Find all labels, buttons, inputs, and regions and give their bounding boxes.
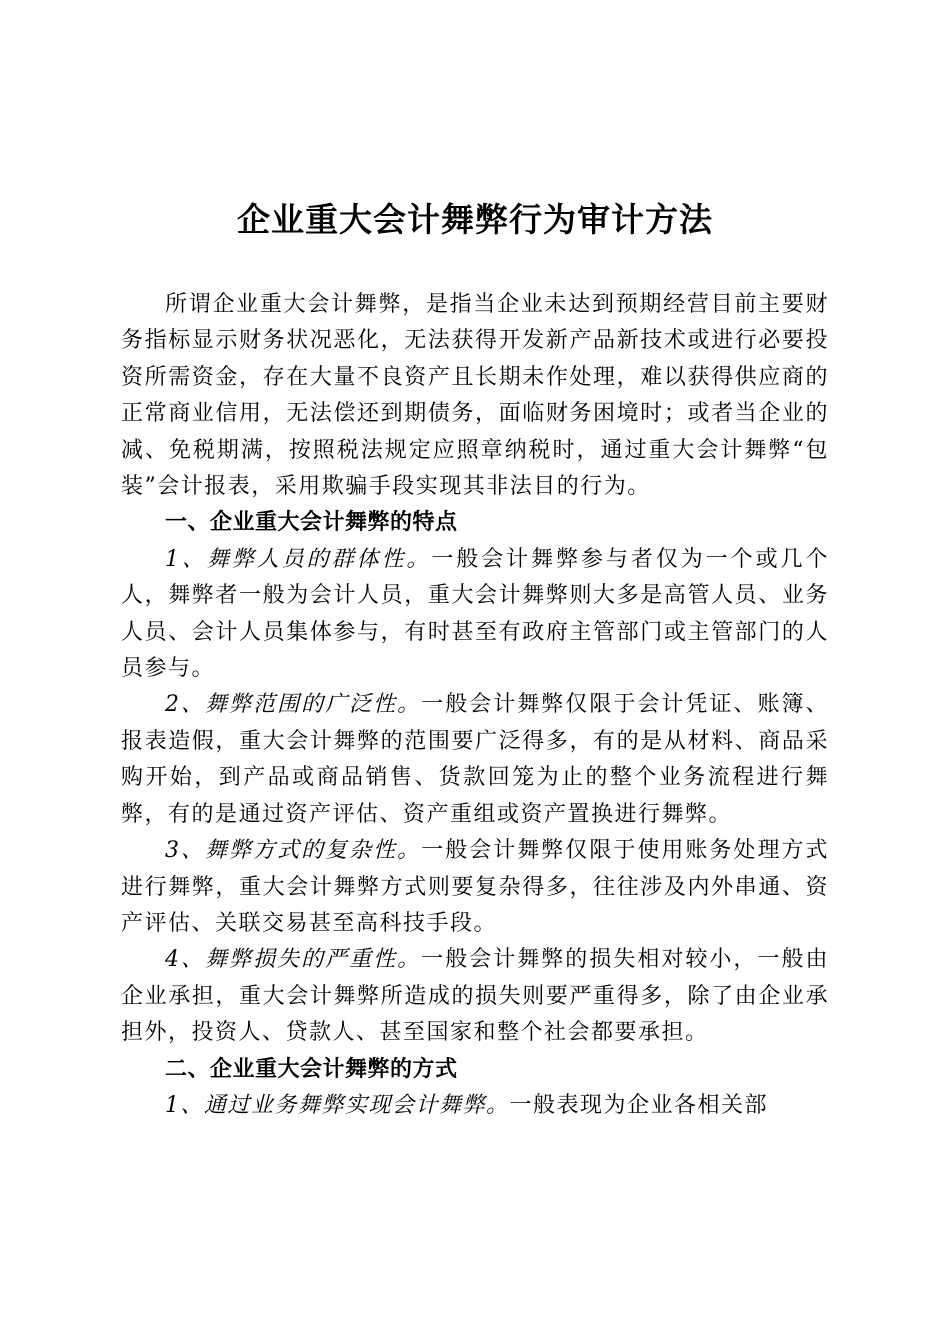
section-heading: 一、企业重大会计舞弊的特点	[165, 510, 458, 536]
paragraph	[121, 1088, 829, 1124]
paragraph-text: 一般会计舞弊仅限于使用账务处理方式进行舞弊，重大会计舞弊方式则要复杂得多，往往涉及内外串通、资产评估、关联交易甚至高科技手段。	[121, 838, 829, 936]
intro-paragraph: 所谓企业重大会计舞弊，是指当企业未达到预期经营目前主要财务指标显示财务状况恶化，无法获得开发新产品新技术或进行必要投资所需资金，存在大量不良资产且长期未作处理，难以获得供应商的正常商业信用，无法偿还到期债务，面临财务困境时；或者当企业的减、免税期满，按照税法规定应照章纳税时，通过重大会计舞弊“包装”会计报表，采用欺骗手段实现其非法目的行为。	[121, 292, 829, 500]
paragraph-lead: 4、舞弊损失的严重性。	[165, 947, 422, 973]
section-heading: 二、企业重大会计舞弊的方式	[165, 1056, 458, 1082]
paragraph-lead: 2、舞弊范围的广泛性。	[165, 692, 422, 718]
paragraph-text: 一般会计舞弊仅限于会计凭证、账簿、报表造假，重大会计舞弊的范围要广泛得多，有的是从材料、商品采购开始，到产品或商品销售、货款回笼为止的整个业务流程进行舞弊，有的是通过资产评估、资产重组或资产置换进行舞弊。	[121, 692, 829, 827]
document-title: 企业重大会计舞弊行为审计方法	[237, 200, 713, 239]
paragraph-lead: 1、舞弊人员的群体性。	[165, 546, 432, 572]
paragraph	[121, 687, 829, 833]
paragraph-lead: 1、通过业务舞弊实现会计舞弊。	[165, 1092, 510, 1118]
document-body	[121, 287, 829, 1124]
paragraph	[121, 833, 829, 942]
paragraph-lead: 3、舞弊方式的复杂性。	[165, 838, 422, 864]
paragraph	[121, 542, 829, 688]
paragraph-text: 一般表现为企业各相关部	[509, 1092, 769, 1118]
paragraph-text: 一般会计舞弊参与者仅为一个或几个人，舞弊者一般为会计人员，重大会计舞弊则大多是高管人员、业务人员、会计人员集体参与，有时甚至有政府主管部门或主管部门的人员参与。	[121, 546, 829, 682]
paragraph	[121, 942, 829, 1051]
paragraph-text: 一般会计舞弊的损失相对较小，一般由企业承担，重大会计舞弊所造成的损失则要严重得多，除了由企业承担外，投资人、贷款人、甚至国家和整个社会都要承担。	[121, 947, 829, 1046]
